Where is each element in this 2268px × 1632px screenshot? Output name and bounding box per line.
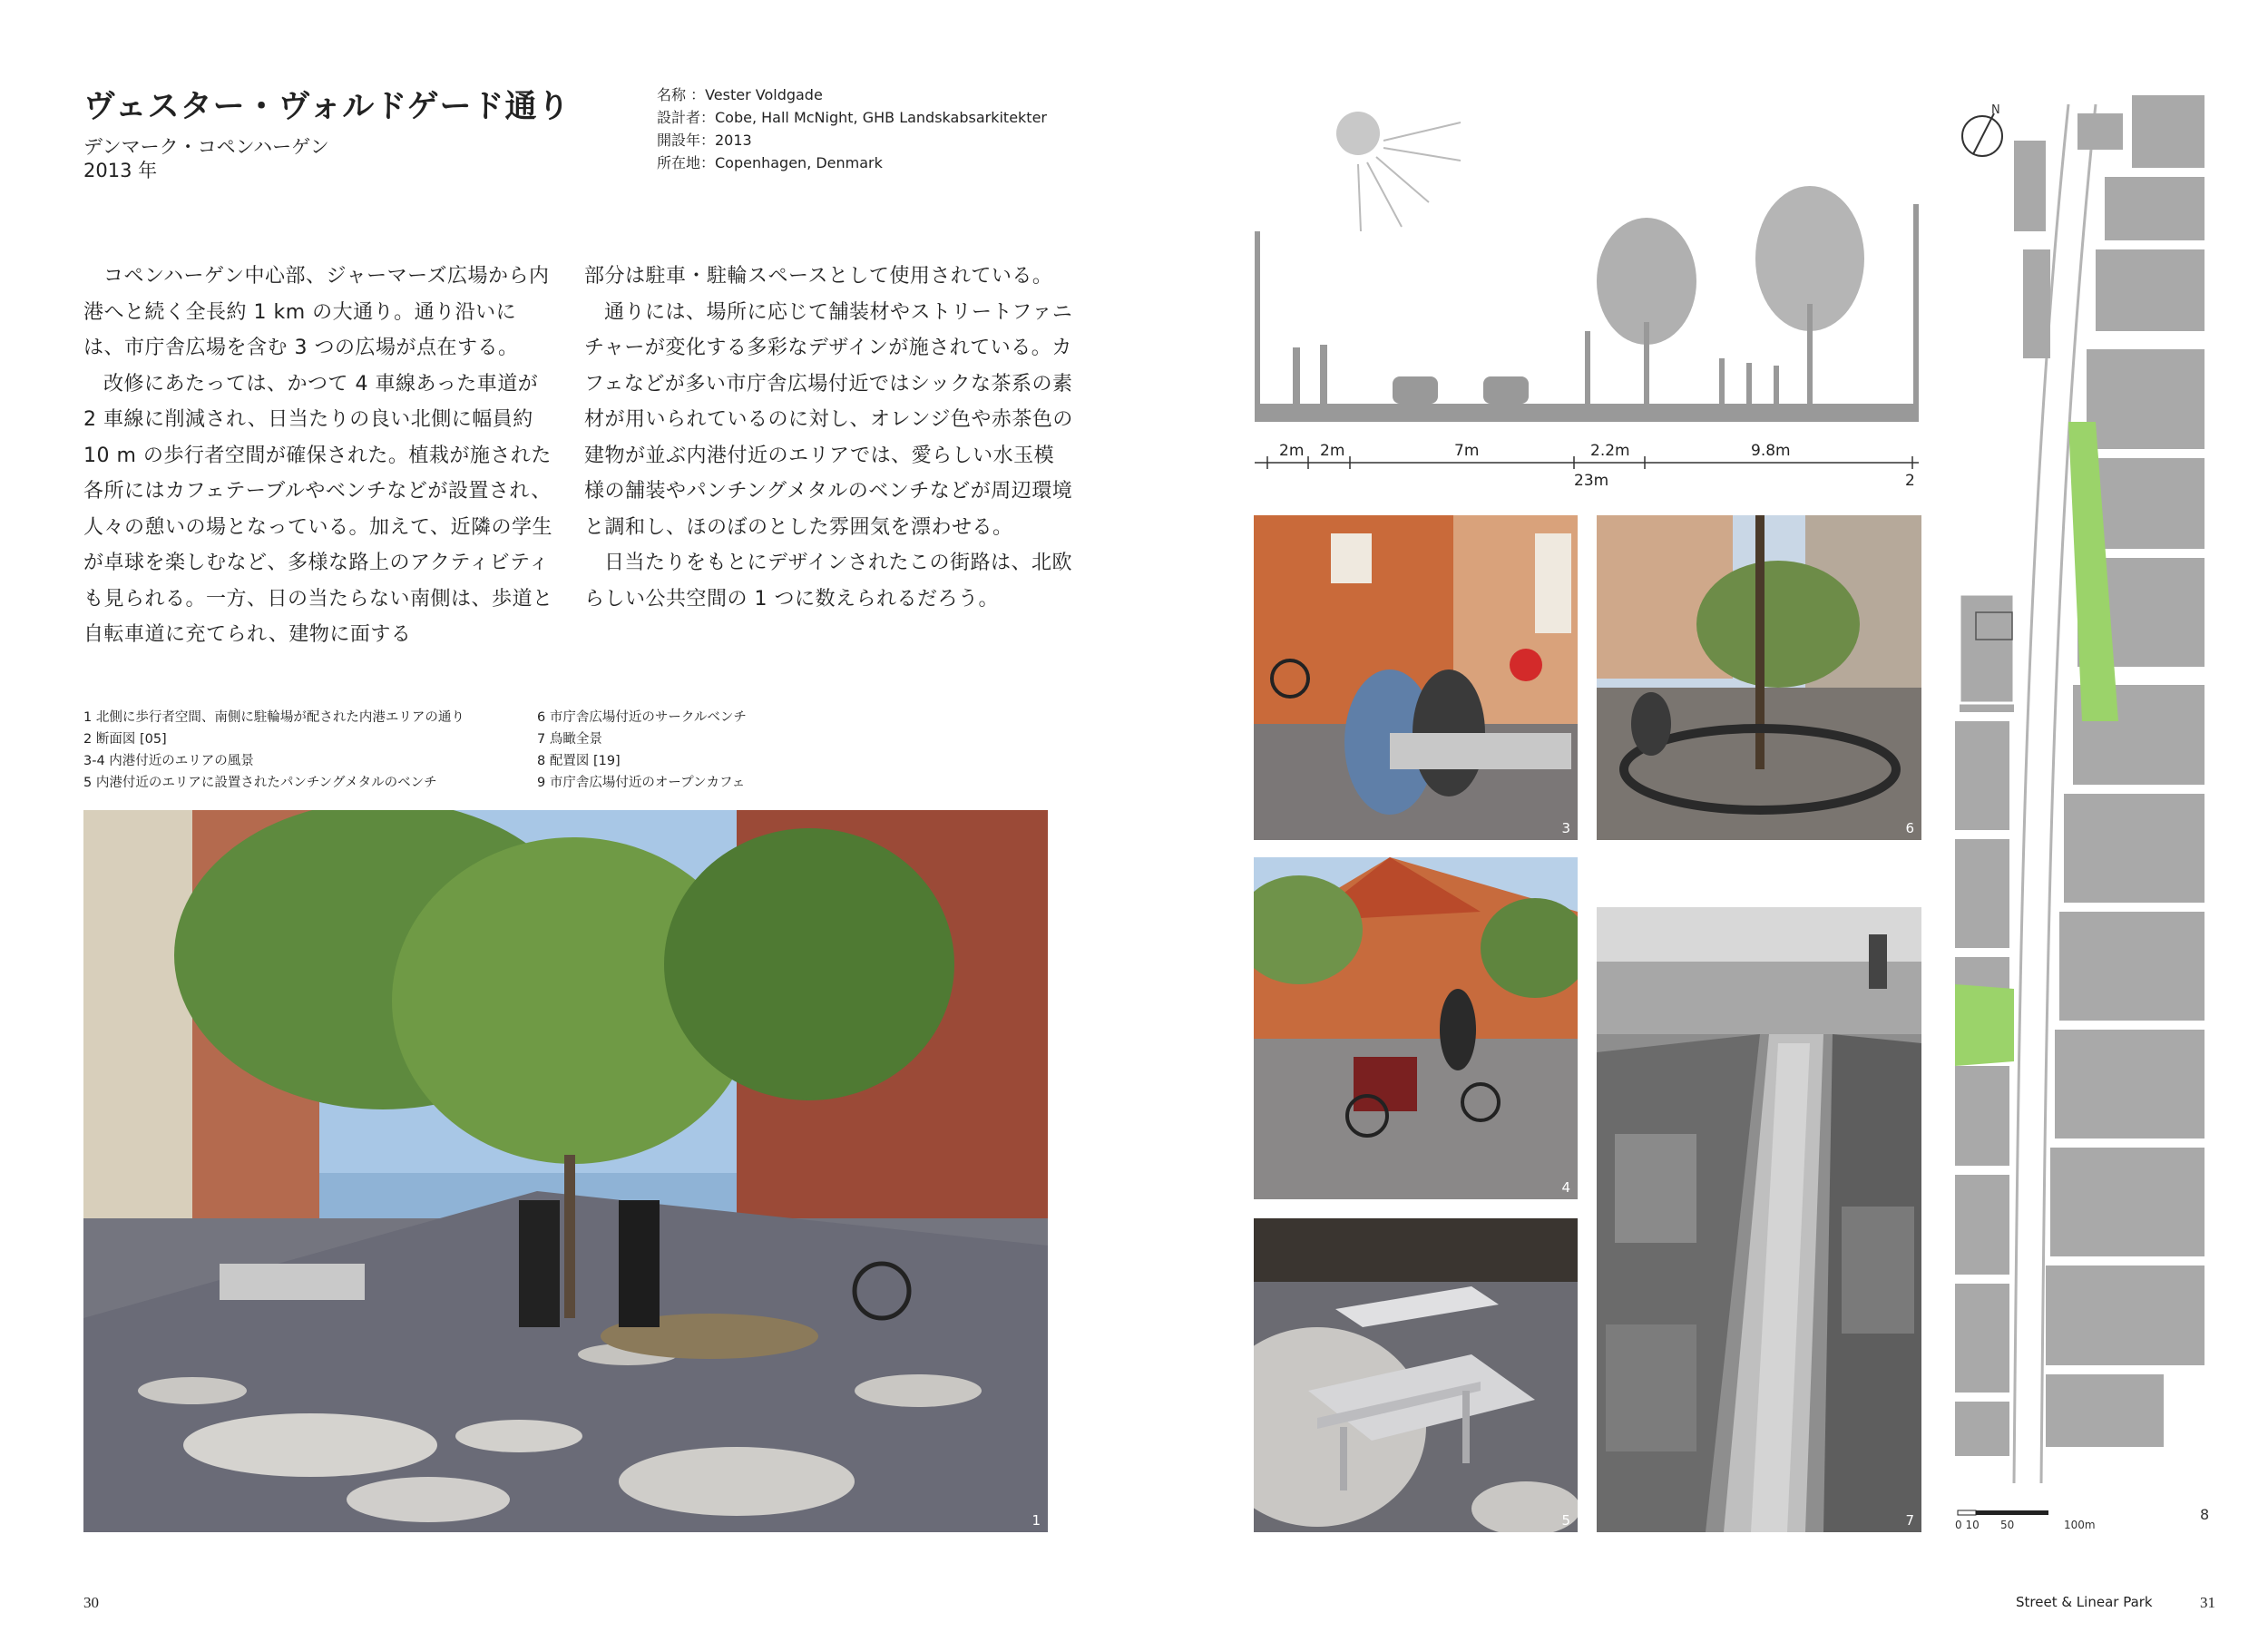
page-title: ヴェスター・ヴォルドゲード通り <box>83 89 571 125</box>
info-opened: 開設年：2013 <box>657 132 752 149</box>
figure-number: 5 <box>1561 1512 1570 1529</box>
photo-aerial-overview <box>1597 907 1921 1532</box>
info-name: 名称 ：Vester Voldgade <box>657 86 823 103</box>
caption-item: 7 鳥瞰全景 <box>537 732 602 747</box>
figure-number: 2 <box>1905 472 1915 490</box>
body-text-column-2 <box>584 259 1074 617</box>
width-label: 7m <box>1454 442 1480 460</box>
photo-cargo-bike <box>1254 857 1578 1199</box>
caption-item: 1 北側に歩行者空間、南側に駐輪場が配された内港エリアの通り <box>83 710 464 725</box>
caption-item: 2 断面図 [05] <box>83 732 167 747</box>
info-designer: 設計者：Cobe, Hall McNight, GHB Landskabsarkitekter <box>657 109 1048 126</box>
total-width-label: 23m <box>1574 472 1609 490</box>
caption-item: 3-4 内港付近のエリアの風景 <box>83 754 254 768</box>
body-text-column-1 <box>83 259 555 653</box>
paragraph: 部分は駐車・駐輪スペースとして使用されている。 <box>584 265 1053 288</box>
width-label: 2m <box>1279 442 1305 460</box>
caption-item: 5 内港付近のエリアに設置されたパンチングメタルのベンチ <box>83 776 437 790</box>
width-label: 2m <box>1320 442 1345 460</box>
info-location: 所在地：Copenhagen, Denmark <box>657 154 883 171</box>
street-section-drawing <box>1247 104 1937 503</box>
paragraph: 改修にあたっては、かつて 4 車線あった車道が 2 車線に削減され、日当たりの良い北側に幅員約 10 m の歩行者空間が確保された。植栽が施された各所にはカフェテーブルやベンチなどが設置され、人々の憩いの場となっている。加えて、近隣の学生が卓球を楽しむなど、多様な路上のアクティビティも見られる。一方、日の当たらない南側は、歩道と自転車道に充てられ、建物に面する <box>83 372 553 646</box>
scale-label: 0 10 <box>1955 1519 1980 1531</box>
photo-harbour-people-at-table <box>1254 515 1578 840</box>
photo-perforated-bench <box>1254 1218 1578 1532</box>
figure-number: 8 <box>2200 1506 2210 1523</box>
figure-number: 4 <box>1561 1179 1570 1196</box>
sun-icon <box>1336 112 1380 155</box>
caption-list-left <box>83 707 464 794</box>
caption-item: 6 市庁舎広場付近のサークルベンチ <box>537 710 747 725</box>
paragraph: コペンハーゲン中心部、ジャーマーズ広場から内港へと続く全長約 1 km の大通り。通り沿いには、市庁舎広場を含む 3 つの広場が点在する。 <box>83 265 550 359</box>
figure-number: 6 <box>1905 820 1914 836</box>
width-label: 9.8m <box>1751 442 1791 460</box>
page-number-right: 31 <box>2200 1594 2215 1611</box>
running-footer: Street & Linear Park <box>2016 1594 2153 1610</box>
site-plan <box>1950 86 2223 1538</box>
page-number-left: 30 <box>83 1594 99 1611</box>
caption-item: 8 配置図 [19] <box>537 754 621 768</box>
year-label: 2013 年 <box>83 160 158 181</box>
figure-number: 3 <box>1561 820 1570 836</box>
width-label: 2.2m <box>1590 442 1630 460</box>
paragraph: 日当たりをもとにデザインされたこの街路は、北欧らしい公共空間の 1 つに数えられるだろう。 <box>584 552 1072 611</box>
scale-label: 100m <box>2064 1519 2096 1531</box>
caption-item: 9 市庁舎広場付近のオープンカフェ <box>537 776 746 790</box>
figure-number: 7 <box>1905 1512 1914 1529</box>
photo-circle-bench <box>1597 515 1921 840</box>
caption-list-right <box>537 707 747 794</box>
scale-label: 50 <box>2000 1519 2015 1531</box>
north-label: N <box>1991 103 2000 117</box>
photo-street-harbour-area <box>83 810 1048 1532</box>
paragraph: 通りには、場所に応じて舗装材やストリートファニチャーが変化する多彩なデザインが施されている。カフェなどが多い市庁舎広場付近ではシックな茶系の素材が用いられているのに対し、オレンジ色や赤茶色の建物が並ぶ内港付近のエリアでは、愛らしい水玉模様の舗装やパンチングメタルのベンチなどが周辺環境と調和し、ほのぼのとした雰囲気を漂わせる。 <box>584 300 1073 539</box>
figure-number: 1 <box>1031 1512 1041 1529</box>
location-subtitle: デンマーク・コペンハーゲン <box>83 136 329 158</box>
project-info <box>657 83 1047 174</box>
